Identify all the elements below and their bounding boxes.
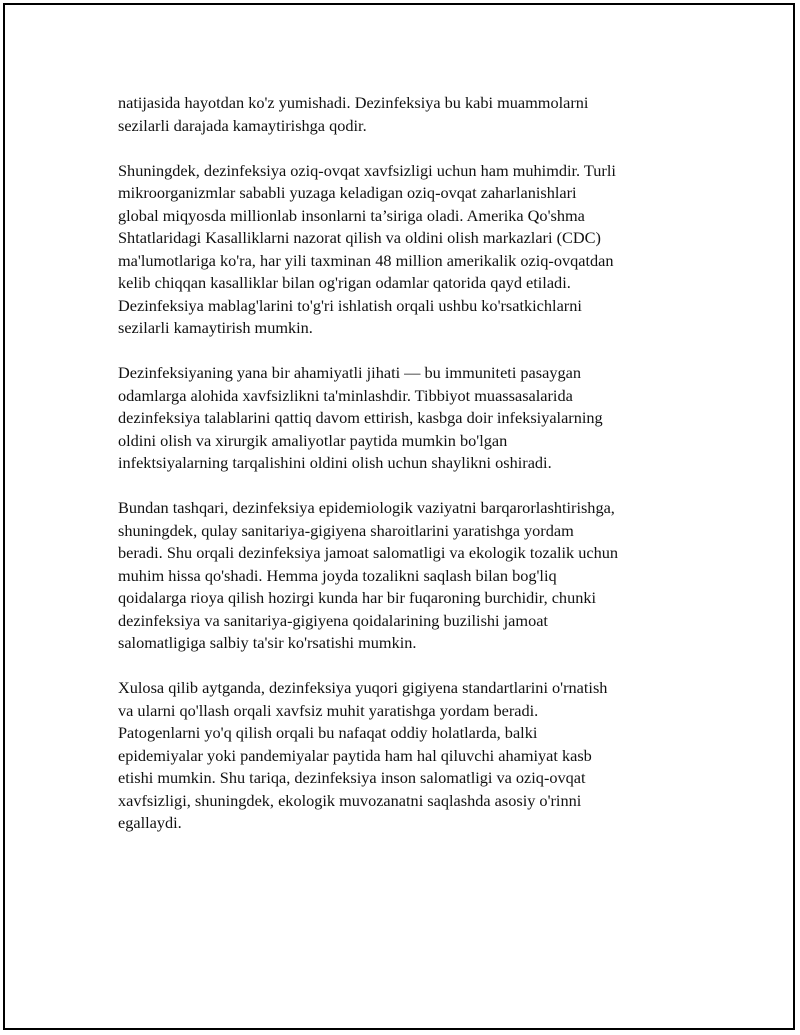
text-line: global miqyosda millionlab insonlarni ta’siriga oladi. Amerika Qo'shma [118,205,585,225]
document-body [118,92,698,857]
paragraph-3 [118,362,698,475]
paragraph-2 [118,160,698,340]
text-line: Patogenlarni yo'q qilish orqali bu nafaqat oddiy holatlarda, balki [118,723,538,742]
paragraph-5 [118,677,698,835]
text-line: odamlarga alohida xavfsizlikni ta'minlashdir. Tibbiyot muassasalarida [118,385,573,405]
text-line: Shtatlaridagi Kasalliklarni nazorat qilish va oldini olish markazlari (CDC) [118,228,601,247]
text-line: dezinfeksiya talablarini qattiq davom ettirish, kasbga doir infeksiyalarning [118,408,603,427]
text-line: natijasida hayotdan ko'z yumishadi. Dezinfeksiya bu kabi muammolarni [118,93,589,112]
text-line: Dezinfeksiyaning yana bir ahamiyatli jihati — bu immuniteti pasaygan [118,363,581,382]
text-line: beradi. Shu orqali dezinfeksiya jamoat salomatligi va ekologik tozalik uchun [118,543,619,562]
text-line: etishi mumkin. Shu tariqa, dezinfeksiya inson salomatligi va oziq-ovqat [118,768,586,787]
paragraph-4 [118,497,698,655]
text-line: kelib chiqqan kasalliklar bilan og'rigan odamlar qatorida qayd etiladi. [118,273,571,292]
text-line: Xulosa qilib aytganda, dezinfeksiya yuqori gigiyena standartlarini o'rnatish [118,678,608,697]
text-line: salomatligiga salbiy ta'sir ko'rsatishi mumkin. [118,633,417,652]
text-line: muhim hissa qo'shadi. Hemma joyda tozalikni saqlash bilan bog'liq [118,565,557,585]
text-line: Shuningdek, dezinfeksiya oziq-ovqat xavfsizligi uchun ham muhimdir. Turli [118,160,616,180]
text-line: Dezinfeksiya mablag'larini to'g'ri ishlatish orqali ushbu ko'rsatkichlarni [118,295,582,315]
text-line: mikroorganizmlar sababli yuzaga keladigan oziq-ovqat zaharlanishlari [118,183,577,202]
text-line: dezinfeksiya va sanitariya-gigiyena qoidalarining buzilishi jamoat [118,610,548,630]
text-line: sezilarli darajada kamaytirishga qodir. [118,115,367,135]
paragraph-1 [118,92,698,137]
text-line: Bundan tashqari, dezinfeksiya epidemiologik vaziyatni barqarorlashtirishga, [118,498,615,517]
text-line: shuningdek, qulay sanitariya-gigiyena sharoitlarini yaratishga yordam [118,520,574,540]
text-line: sezilarli kamaytirish mumkin. [118,318,313,337]
text-line: oldini olish va xirurgik amaliyotlar paytida mumkin bo'lgan [118,430,508,450]
text-line: xavfsizligi, shuningdek, ekologik muvozanatni saqlashda asosiy o'rinni [118,790,582,810]
text-line: ma'lumotlariga ko'ra, har yili taxminan 48 million amerikalik oziq-ovqatdan [118,250,614,270]
text-line: qoidalarga rioya qilish hozirgi kunda har bir fuqaroning burchidir, chunki [118,588,597,607]
text-line: egallaydi. [118,813,182,832]
text-line: epidemiyalar yoki pandemiyalar paytida ham hal qiluvchi ahamiyat kasb [118,745,592,765]
text-line: infektsiyalarning tarqalishini oldini olish uchun shaylikni oshiradi. [118,453,552,472]
text-line: va ularni qo'llash orqali xavfsiz muhit yaratishga yordam beradi. [118,700,539,720]
